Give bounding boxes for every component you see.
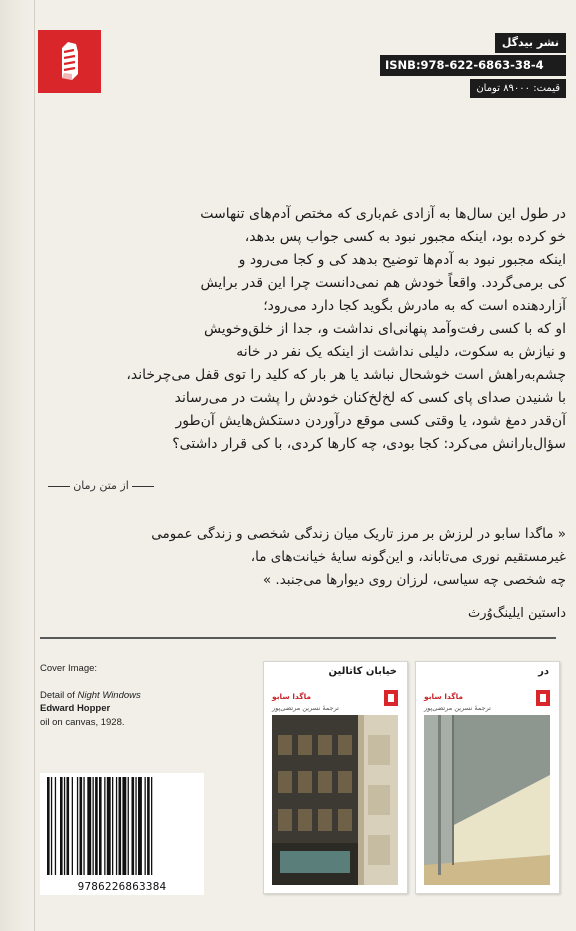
- dash-divider: [48, 486, 70, 487]
- excerpt-source: [42, 479, 160, 492]
- barcode-bar: [145, 777, 146, 875]
- spine-edge: [34, 0, 35, 931]
- price-label: قیمت: ۸۹۰۰۰ تومان: [470, 79, 566, 98]
- excerpt-line: و نیازش به سکوت، دلیلی نداشت از اینکه یک نفر در خانه: [236, 344, 566, 360]
- book-cover-art: [272, 715, 398, 885]
- barcode-bar: [132, 777, 135, 875]
- barcode-bar: [151, 777, 152, 875]
- barcode-bar: [80, 777, 83, 875]
- quote-line: « ماگدا سابو در لرزش بر مرز تاریک میان زندگی شخصی و زندگی عمومی: [151, 526, 566, 542]
- book-author: ماگدا سابو: [424, 692, 464, 701]
- publisher-mini-logo: [536, 690, 550, 706]
- excerpt-line: آن‌قدر دمغ شود، یا وقتی کسی موقع درآوردن دستکش‌هایش آن‌طور: [175, 413, 566, 429]
- barcode-bar: [72, 777, 73, 875]
- publisher-mini-logo: [384, 690, 398, 706]
- barcode-bar: [135, 777, 136, 875]
- book-cover-art: [424, 715, 550, 885]
- barcode-bar: [116, 777, 117, 875]
- book-title: در: [538, 666, 549, 677]
- related-book-the-door[interactable]: [415, 661, 560, 894]
- quote-author: داستین ایلینگ‌وُرث: [468, 606, 566, 621]
- excerpt-line: چشم‌به‌راهش است خوشحال نباشد یا هر بار که کلید را توی قفل می‌چرخاند،: [126, 367, 566, 383]
- barcode-bar: [95, 777, 98, 875]
- barcode-bar: [112, 777, 113, 875]
- excerpt-source-text: از متن رمان: [73, 479, 129, 492]
- barcode-bar: [83, 777, 84, 875]
- publisher-info: [380, 31, 566, 98]
- excerpt-line: آزاردهنده است که به مادرش بگوید کجا دارد می‌رود؛: [263, 298, 566, 314]
- review-quote: [42, 523, 566, 592]
- spine-shadow: [0, 0, 34, 931]
- barcode-bar: [128, 777, 129, 875]
- barcode-bar: [55, 777, 56, 875]
- excerpt-line: سؤال‌بارانش می‌کرد: کجا بودی، چه کارها کردی، با کی قرار داشتی؟: [172, 436, 566, 452]
- isbn-label: ISNB:978-622-6863-38-4: [380, 55, 566, 76]
- barcode-bar: [77, 777, 78, 875]
- barcode-bar: [64, 777, 65, 875]
- quote-line: غیرمستقیم نوری می‌تاباند، و این‌گونه سایهٔ خیانت‌های ما،: [250, 549, 566, 565]
- barcode-bar: [104, 777, 105, 875]
- artist-name: Edward Hopper: [40, 703, 111, 714]
- barcode-bar: [119, 777, 122, 875]
- barcode-bar: [122, 777, 126, 875]
- excerpt-text: [42, 203, 566, 456]
- book-author: ماگدا سابو: [272, 692, 312, 701]
- quote-line: چه شخصی چه سیاسی، لرزان روی دیوارها می‌جنبد. »: [262, 572, 566, 588]
- barcode-bar: [99, 777, 102, 875]
- section-divider: [40, 637, 556, 639]
- excerpt-line: او که با کسی رفت‌وآمد پنهانی‌ای نداشت و، جدا از خلق‌وخویش: [203, 321, 566, 337]
- credit-heading: Cover Image:: [40, 663, 98, 674]
- book-translator: ترجمهٔ نسرین مرتضی‌پور: [424, 704, 491, 712]
- dash-divider: [132, 486, 154, 487]
- barcode-bar: [60, 777, 63, 875]
- painting-title: Night Windows: [77, 689, 141, 701]
- publisher-logo: [38, 30, 101, 93]
- barcode-bar: [147, 777, 150, 875]
- barcode-bar: [138, 777, 142, 875]
- publisher-name: نشر بیدگل: [495, 33, 566, 53]
- isbn-barcode: [40, 773, 204, 895]
- barcode-bar: [47, 777, 50, 875]
- excerpt-line: کی برمی‌گردد. واقعاً خودش هم نمی‌دانست چرا این قدر برایش: [200, 275, 566, 291]
- excerpt-line: در طول این سال‌ها به آزادی غم‌باری که مختص آدم‌های تنهاست: [200, 206, 566, 222]
- barcode-bars: [45, 777, 199, 875]
- barcode-bar: [87, 777, 91, 875]
- book-title: خیابان کاتالین: [328, 666, 397, 677]
- related-book-catalin-street[interactable]: [263, 661, 408, 894]
- barcode-bar: [67, 777, 70, 875]
- barcode-number: 9786226863384: [77, 880, 167, 893]
- cover-image-credit: [40, 662, 210, 729]
- book-translator: ترجمهٔ نسرین مرتضی‌پور: [272, 704, 339, 712]
- barcode-bar: [107, 777, 111, 875]
- excerpt-line: اینکه مجبور نبود به آدم‌ها توضیح بدهد کی و کجا می‌رود و: [238, 252, 566, 268]
- credit-detail: [40, 689, 210, 703]
- excerpt-line: خو کرده بود، اینکه مجبور نبود به کسی جواب پس بدهد،: [244, 229, 566, 245]
- barcode-bar: [93, 777, 94, 875]
- credit-detail-prefix: Detail of: [40, 689, 78, 701]
- barcode-bar: [51, 777, 52, 875]
- excerpt-line: با شنیدن صدای پای کسی که لخ‌لخ‌کنان خودش را پشت در می‌رساند: [174, 390, 566, 406]
- painting-medium: oil on canvas, 1928.: [40, 716, 125, 728]
